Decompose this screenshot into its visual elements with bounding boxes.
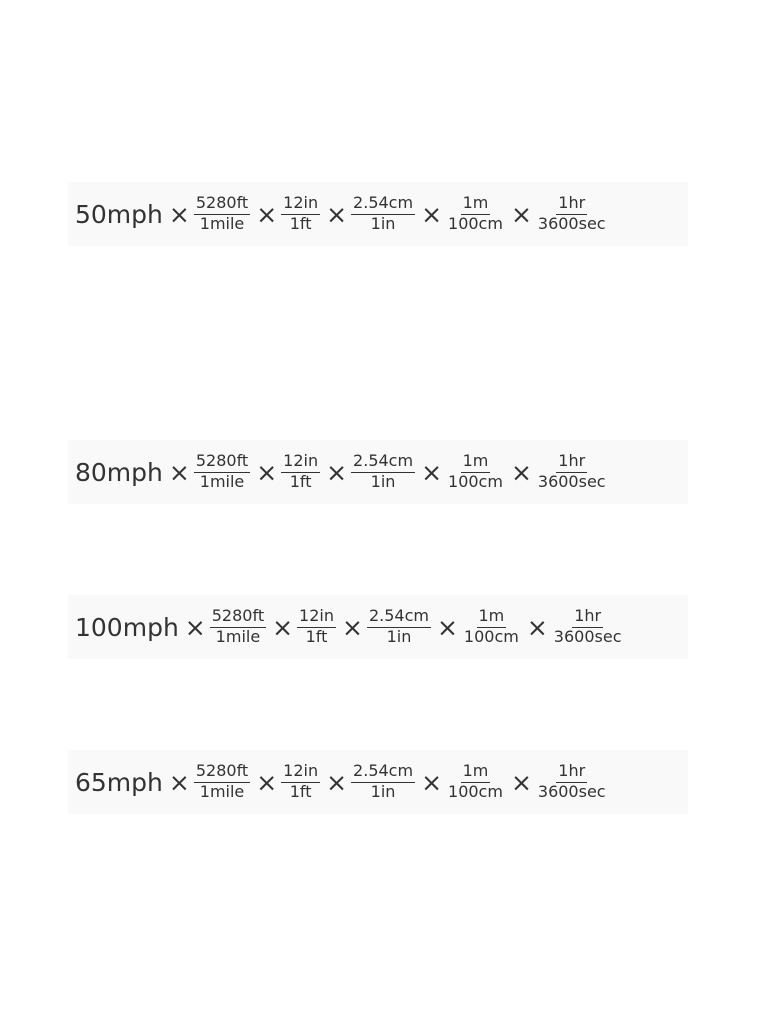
fraction-denominator: 1ft — [289, 782, 312, 801]
times-symbol: × — [421, 199, 443, 229]
fraction-numerator: 1hr — [556, 453, 587, 473]
times-symbol: × — [436, 612, 458, 642]
fraction-denominator: 100cm — [448, 214, 503, 233]
times-symbol: × — [168, 457, 190, 487]
fraction-numerator: 5280ft — [210, 608, 266, 628]
fraction — [446, 453, 505, 491]
fraction — [536, 195, 608, 233]
conversion-equation-3 — [68, 595, 688, 659]
fraction-denominator: 100cm — [448, 472, 503, 491]
fraction — [462, 608, 521, 646]
fraction-denominator: 1mile — [199, 782, 245, 801]
times-symbol: × — [256, 199, 278, 229]
fraction-denominator: 3600sec — [537, 782, 606, 801]
fraction-numerator: 5280ft — [194, 763, 250, 783]
fraction — [194, 195, 250, 233]
fraction-denominator: 1ft — [289, 472, 312, 491]
fraction — [446, 763, 505, 801]
fraction-denominator: 1in — [370, 782, 396, 801]
times-symbol: × — [326, 199, 348, 229]
fraction-numerator: 1m — [461, 763, 491, 783]
times-symbol: × — [421, 767, 443, 797]
fraction-denominator: 1mile — [199, 214, 245, 233]
fraction-denominator: 1in — [370, 472, 396, 491]
fraction-numerator: 1m — [461, 195, 491, 215]
fraction-numerator: 12in — [281, 453, 320, 473]
speed-value: 100mph — [75, 612, 179, 642]
times-symbol: × — [272, 612, 294, 642]
fraction — [351, 453, 415, 491]
fraction — [194, 763, 250, 801]
fraction — [351, 763, 415, 801]
times-symbol: × — [326, 767, 348, 797]
fraction — [536, 763, 608, 801]
fraction — [297, 608, 336, 646]
fraction — [281, 195, 320, 233]
fraction — [351, 195, 415, 233]
fraction — [281, 453, 320, 491]
times-symbol: × — [326, 457, 348, 487]
fraction-numerator: 12in — [281, 763, 320, 783]
fraction — [536, 453, 608, 491]
fraction — [210, 608, 266, 646]
fraction-denominator: 100cm — [448, 782, 503, 801]
fraction-numerator: 1m — [461, 453, 491, 473]
fraction-denominator: 1in — [370, 214, 396, 233]
fraction-numerator: 2.54cm — [351, 195, 415, 215]
fraction-denominator: 1ft — [289, 214, 312, 233]
conversion-equation-2 — [68, 440, 688, 504]
fraction-denominator: 1ft — [305, 627, 328, 646]
fraction-numerator: 5280ft — [194, 453, 250, 473]
times-symbol: × — [510, 457, 532, 487]
conversion-equation-4 — [68, 750, 688, 814]
conversion-equation-1 — [68, 182, 688, 246]
times-symbol: × — [256, 457, 278, 487]
fraction — [446, 195, 505, 233]
fraction-numerator: 1hr — [556, 195, 587, 215]
fraction-denominator: 3600sec — [537, 214, 606, 233]
fraction-numerator: 2.54cm — [351, 453, 415, 473]
speed-value: 50mph — [75, 199, 163, 229]
times-symbol: × — [168, 767, 190, 797]
times-symbol: × — [421, 457, 443, 487]
times-symbol: × — [510, 199, 532, 229]
times-symbol: × — [256, 767, 278, 797]
fraction-denominator: 1in — [386, 627, 412, 646]
fraction-numerator: 2.54cm — [351, 763, 415, 783]
fraction-denominator: 1mile — [199, 472, 245, 491]
fraction-numerator: 1m — [477, 608, 507, 628]
fraction — [367, 608, 431, 646]
fraction — [281, 763, 320, 801]
fraction-numerator: 12in — [297, 608, 336, 628]
speed-value: 65mph — [75, 767, 163, 797]
fraction — [194, 453, 250, 491]
times-symbol: × — [526, 612, 548, 642]
fraction-numerator: 5280ft — [194, 195, 250, 215]
times-symbol: × — [168, 199, 190, 229]
fraction-denominator: 100cm — [463, 627, 519, 646]
fraction-numerator: 12in — [281, 195, 320, 215]
times-symbol: × — [510, 767, 532, 797]
fraction-denominator: 3600sec — [553, 627, 622, 646]
fraction-numerator: 2.54cm — [367, 608, 431, 628]
fraction-denominator: 3600sec — [537, 472, 606, 491]
fraction — [552, 608, 624, 646]
fraction-numerator: 1hr — [556, 763, 587, 783]
fraction-numerator: 1hr — [572, 608, 603, 628]
times-symbol: × — [342, 612, 363, 642]
speed-value: 80mph — [75, 457, 163, 487]
times-symbol: × — [184, 612, 206, 642]
fraction-denominator: 1mile — [215, 627, 261, 646]
